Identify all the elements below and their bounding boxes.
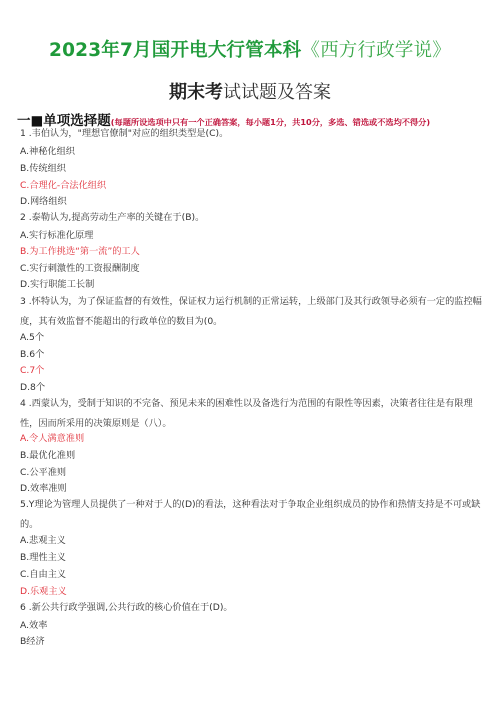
question-stem: 3 .怀特认为，为了保证监督的有效性，保证权力运行机制的正常运转，上级部门及其行政领导必须有一定的监控幅度，其有效监督不能超出的行政单位的数目为(0。 <box>20 296 482 327</box>
question-stem: 5.Y理论为管理人员提供了一种对于人的(D)的看法，这种看法对于争取企业组织成员的协作和热情支持是不可或缺的。 <box>20 499 481 530</box>
option: B.理性主义 <box>20 552 66 563</box>
document-subtitle <box>0 78 500 104</box>
subtitle-part-2: 试试题及答案 <box>223 82 331 103</box>
question-stem: 2 .泰勒认为,提高劳动生产率的关键在于(B)。 <box>20 212 205 223</box>
section-title: 一■单项选择题 <box>17 113 111 129</box>
option: B经济 <box>20 636 45 647</box>
option: A.神秘化组织 <box>20 146 75 157</box>
option-correct: B.为工作挑选“第一流”的工人 <box>20 246 140 257</box>
question-stem: 4 .西蒙认为，受制于知识的不完备、预见未来的困难性以及备选行为范围的有限性等因素，决策者往往是有限理性，因而所采用的决策原则是（八）。 <box>20 398 473 429</box>
option: A.实行标准化原理 <box>20 230 94 241</box>
section-heading <box>17 109 430 129</box>
option: D.效率准则 <box>20 483 67 494</box>
question-stem: 1 .韦伯认为，"理想官僚制"对应的组织类型是(C)。 <box>20 128 229 139</box>
option: C.公平准则 <box>20 467 67 478</box>
option-correct: A.令人满意准则 <box>20 433 85 444</box>
option: A.悲观主义 <box>20 535 66 546</box>
subtitle-part-1: 期末考 <box>169 82 223 103</box>
option: A.效率 <box>20 620 48 631</box>
document-title <box>0 36 500 62</box>
option: A.5个 <box>20 332 45 343</box>
option: D.8个 <box>20 382 46 393</box>
option: B.传统组织 <box>20 163 66 174</box>
option: D.网络组织 <box>20 196 67 207</box>
option: D.实行职能工长制 <box>20 279 95 290</box>
option-correct: C.合理化-合法化组织 <box>20 180 107 191</box>
option-correct: D.乐观主义 <box>20 586 67 597</box>
option: B.最优化准则 <box>20 450 76 461</box>
option: C.实行刺激性的工资报酬制度 <box>20 263 140 274</box>
title-course: 《西方行政学说》 <box>301 40 451 61</box>
option-correct: C.7个 <box>20 365 45 376</box>
title-main: 2023年7月国开电大行管本科 <box>49 40 302 61</box>
option: C.自由主义 <box>20 569 67 580</box>
question-stem: 6 .新公共行政学强调,公共行政的核心价值在于(D)。 <box>20 602 233 613</box>
option: B.6个 <box>20 349 45 360</box>
section-note: (每题所设选项中只有一个正确答案，每小题1分，共10分，多选、错选或不选均不得分) <box>110 117 431 127</box>
